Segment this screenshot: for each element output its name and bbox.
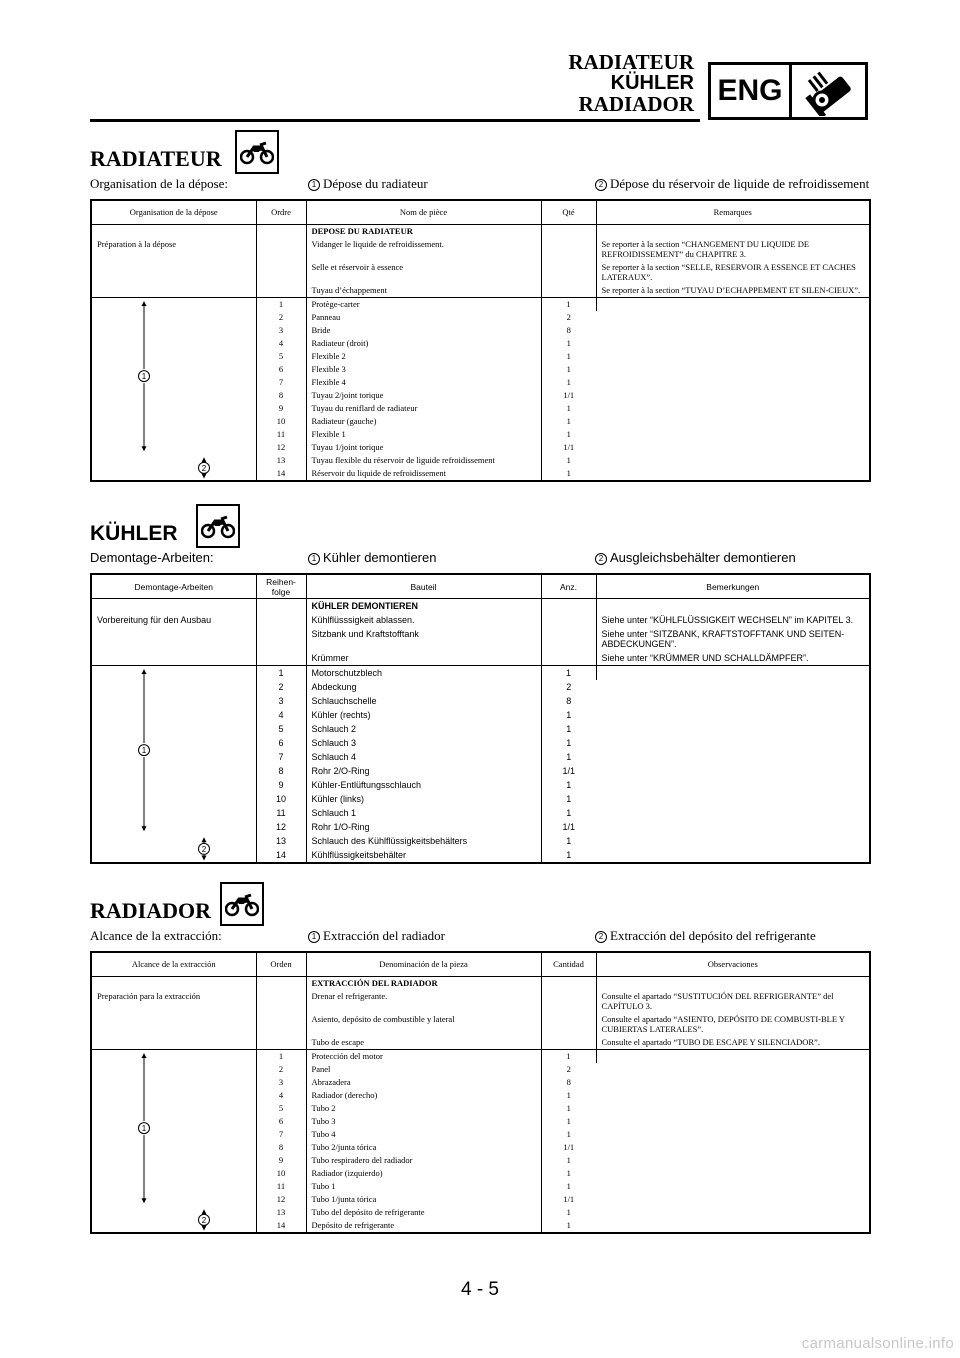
part-quantity: 8: [566, 696, 572, 706]
part-quantity: 2: [566, 312, 571, 322]
table-row: [91, 599, 870, 614]
column-header: Cantidad: [541, 952, 596, 976]
part-name: Abdeckung: [306, 680, 541, 694]
part-quantity: 1: [566, 794, 572, 804]
step-number-1: 1: [308, 179, 320, 191]
procedure-arrows: [91, 297, 256, 481]
part-name: Panel: [306, 1063, 541, 1076]
part-quantity: 1/1: [562, 822, 575, 832]
step-2-arrow-head-down: [202, 1225, 207, 1230]
scope-line: [90, 550, 869, 568]
part-order: 11: [256, 428, 306, 441]
procedure-arrow-area: [92, 298, 256, 480]
part-quantity: 1: [566, 724, 572, 734]
part-name: Tubo respiradero del radiador: [306, 1154, 541, 1167]
prep-item: Krümmer: [306, 651, 541, 666]
step-2-text: Dépose du réservoir de liquide de refroidissement: [610, 176, 870, 191]
column-header: Anz.: [541, 574, 596, 599]
part-quantity: 1: [566, 455, 571, 465]
table-row: [91, 666, 870, 681]
step-number-2: 2: [595, 931, 607, 943]
prep-remark: Siehe unter “KRÜMMER UND SCHALLDÄMPFER”.: [601, 653, 809, 663]
part-order: 6: [256, 736, 306, 750]
part-order: 5: [256, 350, 306, 363]
procedure-arrows-svg: [92, 298, 257, 482]
part-order: 12: [256, 820, 306, 834]
part-order: 4: [256, 337, 306, 350]
parts-remarks: [596, 1049, 870, 1233]
prep-remark: Se reporter à la section “SELLE, RESERVOIR A ESSENCE ET CACHES LATERAUX”.: [601, 262, 856, 282]
part-order: 8: [256, 1141, 306, 1154]
part-name: Protège-carter: [306, 297, 541, 311]
prep-item: Kühlflüsssigkeit ablassen.: [306, 613, 541, 627]
procedure-arrows-svg: [92, 666, 257, 864]
part-order: 3: [256, 1076, 306, 1089]
prep-item: Asiento, depósito de combustible y lateral: [306, 1013, 541, 1036]
table-row: [91, 224, 870, 238]
part-quantity: 1: [566, 1155, 571, 1165]
step-1-arrow-head-up: [142, 669, 147, 674]
step-2-text: Ausgleichsbehälter demontieren: [610, 550, 796, 565]
prep-remark: Siehe unter “KÜHLFLÜSSIGKEIT WECHSELN” im KAPITEL 3.: [601, 615, 854, 625]
step-1-text: Kühler demontieren: [323, 550, 437, 565]
part-name: Schlauch 3: [306, 736, 541, 750]
part-order: 6: [256, 363, 306, 376]
section-header: [90, 128, 869, 176]
scope-step-2: [595, 550, 796, 565]
part-order: 12: [256, 1193, 306, 1206]
scope-line: [90, 176, 869, 194]
removal-table: [90, 573, 871, 864]
part-name: Radiateur (gauche): [306, 415, 541, 428]
removal-table: [90, 951, 871, 1234]
part-name: Schlauch 2: [306, 722, 541, 736]
part-quantity: 8: [566, 1077, 571, 1087]
part-name: Motorschutzblech: [306, 666, 541, 681]
part-quantity: 1: [566, 1103, 571, 1113]
step-1-text: Extracción del radiador: [323, 928, 445, 943]
step-1-arrow-head-down: [142, 446, 147, 451]
part-name: Tuyau flexible du réservoir de liguide refroidissement: [306, 454, 541, 467]
part-name: Abrazadera: [306, 1076, 541, 1089]
table-row: [91, 627, 870, 651]
scope-step-1: [308, 550, 436, 565]
part-name: Flexible 3: [306, 363, 541, 376]
step-2-arrow-head-up: [202, 457, 207, 462]
prep-label: Préparation à la dépose: [91, 238, 256, 261]
step-2-arrow-head-up: [202, 1209, 207, 1214]
step-1-arrow-head-up: [142, 1053, 147, 1058]
part-quantity: 1: [541, 1049, 596, 1063]
part-quantity: 1: [566, 850, 572, 860]
prep-item: Tuyau d’échappement: [306, 284, 541, 298]
section-de: [90, 502, 869, 864]
table-row: [91, 238, 870, 261]
scope-label: Demontage-Arbeiten:: [90, 550, 214, 565]
part-name: Tubo del depósito de refrigerante: [306, 1206, 541, 1219]
part-name: Tubo 2/junta tórica: [306, 1141, 541, 1154]
table-row: [91, 613, 870, 627]
part-name: Schlauch 4: [306, 750, 541, 764]
part-name: Bride: [306, 324, 541, 337]
scope-step-2: [595, 928, 816, 944]
part-order: 13: [256, 454, 306, 467]
part-order: 1: [256, 1049, 306, 1063]
part-order: 9: [256, 1154, 306, 1167]
prep-item: Sitzbank und Kraftstofftank: [306, 627, 541, 651]
motorcycle-icon: [235, 130, 279, 174]
watermark: carmanualsonline.info: [801, 1335, 954, 1352]
scope-label: Alcance de la extracción:: [90, 928, 222, 943]
operation-title: KÜHLER DEMONTIEREN: [306, 599, 541, 614]
part-order: 11: [256, 806, 306, 820]
part-quantity: 1: [566, 351, 571, 361]
part-order: 10: [256, 792, 306, 806]
prep-remark: Consulte el apartado “ASIENTO, DEPÓSITO DE COMBUSTI-BLE Y CUBIERTAS LATERALES”.: [601, 1014, 845, 1034]
part-quantity: 1: [566, 338, 571, 348]
part-quantity: 1: [566, 1116, 571, 1126]
part-name: Rohr 2/O-Ring: [306, 764, 541, 778]
step-2-marker-label: 2: [201, 844, 207, 854]
procedure-arrow-area: [92, 666, 256, 862]
part-quantity: 1/1: [563, 1142, 575, 1152]
part-order: 3: [256, 694, 306, 708]
operation-title: EXTRACCIÓN DEL RADIADOR: [306, 976, 541, 990]
parts-remarks: [596, 297, 870, 481]
section-title: RADIADOR: [90, 898, 211, 923]
step-1-marker-label: 1: [141, 746, 147, 756]
part-name: Protección del motor: [306, 1049, 541, 1063]
part-name: Tuyau 1/joint torique: [306, 441, 541, 454]
table-row: [91, 651, 870, 666]
part-quantity: 1: [566, 1090, 571, 1100]
part-name: Schlauch des Kühlflüssigkeitsbehälters: [306, 834, 541, 848]
procedure-arrow-area: [92, 1050, 256, 1232]
part-quantity: 1: [566, 416, 571, 426]
part-order: 7: [256, 376, 306, 389]
column-header: Organisation de la dépose: [91, 200, 256, 224]
column-header: Bemerkungen: [596, 574, 870, 599]
step-1-arrow-head-down: [142, 826, 147, 831]
table-row: [91, 1049, 870, 1063]
part-order: 4: [256, 1089, 306, 1102]
part-quantity: 1: [566, 836, 572, 846]
part-order: 5: [256, 1102, 306, 1115]
scope-label: Organisation de la dépose:: [90, 176, 229, 191]
table-row: [91, 990, 870, 1013]
part-quantity: 1: [566, 429, 571, 439]
part-name: Tubo 4: [306, 1128, 541, 1141]
part-quantity: 1: [541, 297, 596, 311]
part-name: Tubo 1: [306, 1180, 541, 1193]
column-header: Bauteil: [306, 574, 541, 599]
part-name: Tubo 3: [306, 1115, 541, 1128]
part-quantity: 1: [566, 780, 572, 790]
part-name: Depósito de refrigerante: [306, 1219, 541, 1233]
page-number: 4 - 5: [460, 1279, 500, 1300]
part-name: Kühler (rechts): [306, 708, 541, 722]
prep-remark: Consulte el apartado “TUBO DE ESCAPE Y SILENCIADOR”.: [601, 1037, 820, 1047]
part-quantity: 8: [566, 325, 571, 335]
part-name: Schlauchschelle: [306, 694, 541, 708]
part-order: 1: [256, 666, 306, 681]
column-header: Observaciones: [596, 952, 870, 976]
step-1-arrow-head-down: [142, 1198, 147, 1203]
procedure-arrows-svg: [92, 1050, 257, 1234]
part-name: Flexible 4: [306, 376, 541, 389]
part-order: 2: [256, 1063, 306, 1076]
header-title-es: RADIADOR: [578, 92, 694, 116]
column-header: Qté: [541, 200, 596, 224]
part-name: Flexible 1: [306, 428, 541, 441]
part-quantity: 1/1: [563, 390, 575, 400]
part-quantity: 1: [566, 808, 572, 818]
step-number-1: 1: [308, 931, 320, 943]
part-order: 12: [256, 441, 306, 454]
column-header: Alcance de la extracción: [91, 952, 256, 976]
part-name: Radiateur (droit): [306, 337, 541, 350]
procedure-arrows: [91, 666, 256, 864]
part-quantity: 1: [566, 364, 571, 374]
part-name: Réservoir du liquide de refroidissement: [306, 467, 541, 481]
table-row: [91, 261, 870, 284]
part-quantity: 1: [566, 403, 571, 413]
step-2-text: Extracción del depósito del refrigerante: [610, 928, 816, 943]
part-name: Schlauch 1: [306, 806, 541, 820]
scope-step-1: [308, 176, 428, 192]
part-order: 11: [256, 1180, 306, 1193]
engine-piston-icon: [792, 65, 865, 117]
part-name: Kühler (links): [306, 792, 541, 806]
part-quantity: 1: [566, 1168, 571, 1178]
header-titles: [568, 52, 694, 115]
part-order: 9: [256, 402, 306, 415]
part-order: 14: [256, 1219, 306, 1233]
motorcycle-icon: [196, 504, 240, 548]
part-name: Tuyau du reniflard de radiateur: [306, 402, 541, 415]
part-quantity: 2: [566, 1064, 571, 1074]
header-title-de: KÜHLER: [610, 72, 694, 94]
prep-label: Vorbereitung für den Ausbau: [91, 613, 256, 627]
part-order: 8: [256, 389, 306, 402]
prep-remark: Consulte el apartado “SUSTITUCIÓN DEL REFRIGERANTE” del CAPÍTULO 3.: [601, 991, 834, 1011]
parts-remarks: [596, 666, 870, 864]
table-row: [91, 284, 870, 298]
part-name: Tubo 1/junta tórica: [306, 1193, 541, 1206]
prep-label: Preparación para la extracción: [91, 990, 256, 1013]
part-order: 8: [256, 764, 306, 778]
section-header: [90, 502, 869, 550]
motorcycle-icon: [220, 882, 264, 926]
part-order: 10: [256, 1167, 306, 1180]
table-row: [91, 976, 870, 990]
part-quantity: 1: [566, 1181, 571, 1191]
part-name: Flexible 2: [306, 350, 541, 363]
part-name: Radiador (izquierdo): [306, 1167, 541, 1180]
prep-item: Vidanger le liquide de refroidissement.: [306, 238, 541, 261]
section-es: [90, 880, 869, 1234]
part-name: Radiador (derecho): [306, 1089, 541, 1102]
prep-remark: Siehe unter “SITZBANK, KRAFTSTOFFTANK UND SEITEN-ABDECKUNGEN”.: [601, 629, 845, 649]
part-name: Kühlflüssigkeitsbehälter: [306, 848, 541, 863]
part-order: 6: [256, 1115, 306, 1128]
section-header: [90, 880, 869, 928]
prep-remark: Se reporter à la section “CHANGEMENT DU LIQUIDE DE REFROIDISSEMENT” du CHAPITRE 3.: [601, 239, 810, 259]
step-1-marker-label: 1: [141, 371, 147, 381]
part-quantity: 1/1: [563, 1194, 575, 1204]
step-2-marker-label: 2: [201, 1215, 207, 1225]
part-order: 13: [256, 834, 306, 848]
step-2-arrow-head-down: [202, 856, 207, 861]
part-quantity: 1: [541, 666, 596, 681]
part-order: 14: [256, 848, 306, 863]
prep-remark: Se reporter à la section “TUYAU D’ECHAPPEMENT ET SILEN-CIEUX”.: [601, 285, 861, 295]
step-2-arrow-head-up: [202, 837, 207, 842]
column-header: Ordre: [256, 200, 306, 224]
prep-item: Drenar el refrigerante.: [306, 990, 541, 1013]
eng-label: ENG: [711, 65, 792, 117]
part-quantity: 2: [566, 682, 572, 692]
part-name: Panneau: [306, 311, 541, 324]
scope-line: [90, 928, 869, 946]
eng-badge: [708, 62, 868, 120]
prep-item: Selle et réservoir à essence: [306, 261, 541, 284]
step-2-marker-label: 2: [201, 463, 207, 473]
table-row: [91, 297, 870, 311]
part-order: 10: [256, 415, 306, 428]
operation-title: DEPOSE DU RADIATEUR: [306, 224, 541, 238]
table-header-row: [91, 952, 870, 976]
part-order: 5: [256, 722, 306, 736]
step-number-2: 2: [595, 553, 607, 565]
procedure-arrows: [91, 1049, 256, 1233]
column-header: Reihen-folge: [256, 574, 306, 599]
column-header: Demontage-Arbeiten: [91, 574, 256, 599]
part-quantity: 1: [566, 1207, 571, 1217]
prep-item: Tubo de escape: [306, 1036, 541, 1050]
column-header: Nom de pièce: [306, 200, 541, 224]
step-number-1: 1: [308, 553, 320, 565]
part-order: 13: [256, 1206, 306, 1219]
part-quantity: 1: [566, 1129, 571, 1139]
part-order: 1: [256, 297, 306, 311]
step-number-2: 2: [595, 179, 607, 191]
section-title: RADIATEUR: [90, 146, 222, 171]
column-header: Denominación de la pieza: [306, 952, 541, 976]
part-order: 7: [256, 750, 306, 764]
table-row: [91, 1013, 870, 1036]
part-order: 7: [256, 1128, 306, 1141]
section-title: KÜHLER: [90, 522, 178, 545]
scope-step-1: [308, 928, 445, 944]
table-row: [91, 1036, 870, 1050]
part-quantity: 1: [566, 468, 571, 478]
part-order: 3: [256, 324, 306, 337]
part-quantity: 1: [566, 1220, 571, 1230]
part-name: Kühler-Entlüftungsschlauch: [306, 778, 541, 792]
step-1-text: Dépose du radiateur: [323, 176, 428, 191]
part-name: Tuyau 2/joint torique: [306, 389, 541, 402]
step-2-arrow-head-down: [202, 473, 207, 478]
table-header-row: [91, 200, 870, 224]
part-order: 2: [256, 680, 306, 694]
step-1-marker-label: 1: [141, 1123, 147, 1133]
column-header: Remarques: [596, 200, 870, 224]
header-rule: [90, 119, 700, 122]
part-quantity: 1: [566, 377, 571, 387]
part-order: 14: [256, 467, 306, 481]
part-order: 4: [256, 708, 306, 722]
part-quantity: 1/1: [562, 766, 575, 776]
removal-table: [90, 199, 871, 482]
scope-step-2: [595, 176, 869, 192]
part-order: 2: [256, 311, 306, 324]
step-1-arrow-head-up: [142, 301, 147, 306]
part-name: Rohr 1/O-Ring: [306, 820, 541, 834]
part-quantity: 1: [566, 752, 572, 762]
part-name: Tubo 2: [306, 1102, 541, 1115]
column-header: Orden: [256, 952, 306, 976]
header-title-fr: RADIATEUR: [568, 50, 694, 74]
part-quantity: 1/1: [563, 442, 575, 452]
part-quantity: 1: [566, 710, 572, 720]
part-order: 9: [256, 778, 306, 792]
part-quantity: 1: [566, 738, 572, 748]
table-header-row: [91, 574, 870, 599]
section-fr: [90, 128, 869, 482]
